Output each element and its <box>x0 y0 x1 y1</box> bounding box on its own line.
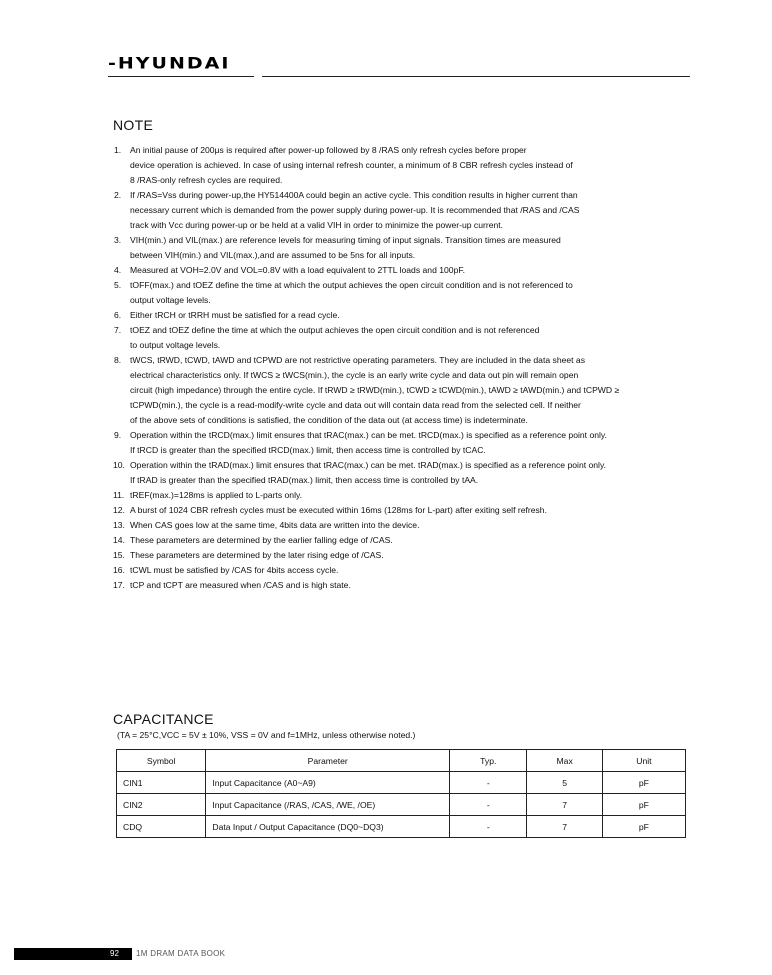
note-list <box>114 143 686 593</box>
note-item <box>114 353 686 428</box>
cell-symbol: CDQ <box>117 816 206 838</box>
note-text-line: tCWL must be satisfied by /CAS for 4bits access cycle. <box>130 565 339 575</box>
cell-typ: - <box>450 816 527 838</box>
note-text-line: VIH(min.) and VIL(max.) are reference levels for measuring timing of input signals. Transition times are measured <box>130 235 561 245</box>
note-text-line: tCPWD(min.), the cycle is a read-modify-write cycle and data out will contain data read from the selected cell. If neither <box>130 400 581 410</box>
note-text-line: Operation within the tRAD(max.) limit ensures that tRAC(max.) can be met. tRAD(max.) is specified as a reference point only. <box>130 460 607 470</box>
note-title: NOTE <box>113 117 154 133</box>
note-number: 5. <box>114 280 122 290</box>
note-number: 1. <box>114 145 122 155</box>
cell-max: 7 <box>527 816 602 838</box>
note-text-line: These parameters are determined by the later rising edge of /CAS. <box>130 550 384 560</box>
note-number: 7. <box>114 325 122 335</box>
note-text-line: device operation is achieved. In case of using internal refresh counter, a minimum of 8 CBR refresh cycles instead of <box>130 160 573 170</box>
note-number: 17. <box>113 580 125 590</box>
note-text-line: tOEZ and tOEZ define the time at which the output achieves the open circuit condition and is not referenced <box>130 325 540 335</box>
note-text-line: These parameters are determined by the earlier falling edge of /CAS. <box>130 535 393 545</box>
table-row <box>117 794 686 816</box>
note-number: 6. <box>114 310 122 320</box>
note-text-line: Operation within the tRCD(max.) limit ensures that tRAC(max.) can be met. tRCD(max.) is specified as a reference point only. <box>130 430 607 440</box>
note-text-line: tCP and tCPT are measured when /CAS and is high state. <box>130 580 351 590</box>
cell-parameter: Data Input / Output Capacitance (DQ0~DQ3) <box>206 816 450 838</box>
cell-max: 5 <box>527 772 602 794</box>
table-row <box>117 816 686 838</box>
note-number: 10. <box>113 460 125 470</box>
cell-typ: - <box>450 772 527 794</box>
header-rule-left <box>108 76 254 77</box>
cell-unit: pF <box>602 816 685 838</box>
note-number: 11. <box>113 490 125 500</box>
note-item <box>114 428 686 458</box>
note-number: 3. <box>114 235 122 245</box>
header-parameter: Parameter <box>206 750 450 772</box>
page-number: 92 <box>110 949 119 958</box>
note-item <box>114 503 686 518</box>
note-text-line: circuit (high impedance) through the entire cycle. If tRWD ≥ tRWD(min.), tCWD ≥ tCWD(min.), tAWD ≥ tAWD(min.) and tCPWD ≥ <box>130 385 620 395</box>
note-item <box>114 518 686 533</box>
note-text-line: electrical characteristics only. If tWCS ≥ tWCS(min.), the cycle is an early write cycle and data out pin will remain open <box>130 370 579 380</box>
cell-symbol: CIN2 <box>117 794 206 816</box>
note-item <box>114 563 686 578</box>
note-text-line: If /RAS=Vss during power-up,the HY514400A could begin an active cycle. This condition results in higher current than <box>130 190 578 200</box>
note-text-line: of the above sets of conditions is satisfied, the condition of the data out (at access time) is indeterminate. <box>130 415 528 425</box>
header-typ: Typ. <box>450 750 527 772</box>
note-text-line: tOFF(max.) and tOEZ define the time at which the output achieves the open circuit condition and is not referenced to <box>130 280 573 290</box>
note-item <box>114 578 686 593</box>
note-text-line: A burst of 1024 CBR refresh cycles must be executed within 16ms (128ms for L-part) after exiting self refresh. <box>130 505 547 515</box>
note-number: 14. <box>113 535 125 545</box>
note-text-line: between VIH(min.) and VIL(max.),and are assumed to be 5ns for all inputs. <box>130 250 416 260</box>
cell-typ: - <box>450 794 527 816</box>
note-text-line: tREF(max.)=128ms is applied to L-parts only. <box>130 490 303 500</box>
note-number: 13. <box>113 520 125 530</box>
note-item <box>114 323 686 353</box>
note-item <box>114 188 686 233</box>
footer-title: 1M DRAM DATA BOOK <box>136 949 226 958</box>
note-item <box>114 233 686 263</box>
note-text-line: Either tRCH or tRRH must be satisfied for a read cycle. <box>130 310 340 320</box>
note-item <box>114 278 686 308</box>
note-text-line: to output voltage levels. <box>130 340 221 350</box>
cell-max: 7 <box>527 794 602 816</box>
hyundai-logo: -HYUNDAI <box>108 54 231 73</box>
note-item <box>114 308 686 323</box>
note-item <box>114 143 686 188</box>
header-symbol: Symbol <box>117 750 206 772</box>
note-text-line: Measured at VOH=2.0V and VOL=0.8V with a load equivalent to 2TTL loads and 100pF. <box>130 265 466 275</box>
note-text-line: If tRCD is greater than the specified tRCD(max.) limit, then access time is controlled by tCAC. <box>130 445 486 455</box>
capacitance-title: CAPACITANCE <box>113 711 214 727</box>
note-number: 2. <box>114 190 122 200</box>
note-number: 16. <box>113 565 125 575</box>
cell-parameter: Input Capacitance (/RAS, /CAS, /WE, /OE) <box>206 794 450 816</box>
note-item <box>114 263 686 278</box>
note-text-line: 8 /RAS-only refresh cycles are required. <box>130 175 283 185</box>
capacitance-conditions: (TA = 25°C,VCC = 5V ± 10%, VSS = 0V and f=1MHz, unless otherwise noted.) <box>117 730 416 740</box>
note-text-line: If tRAD is greater than the specified tRAD(max.) limit, then access time is controlled by tAA. <box>130 475 479 485</box>
note-number: 12. <box>113 505 125 515</box>
header-max: Max <box>527 750 602 772</box>
table-row <box>117 772 686 794</box>
header-rule-right <box>262 76 690 77</box>
note-text-line: necessary current which is demanded from the power supply during power-up. It is recommended that /RAS and /CAS <box>130 205 580 215</box>
header-unit: Unit <box>602 750 685 772</box>
note-text-line: output voltage levels. <box>130 295 211 305</box>
note-item <box>114 488 686 503</box>
cell-parameter: Input Capacitance (A0~A9) <box>206 772 450 794</box>
note-text-line: An initial pause of 200μs is required after power-up followed by 8 /RAS only refresh cycles before proper <box>130 145 527 155</box>
note-text-line: track with Vcc during power-up or be held at a valid VIH in order to minimize the power-up current. <box>130 220 504 230</box>
capacitance-table <box>116 749 686 838</box>
note-item <box>114 458 686 488</box>
note-text-line: tWCS, tRWD, tCWD, tAWD and tCPWD are not restrictive operating parameters. They are included in the data sheet as <box>130 355 586 365</box>
note-number: 8. <box>114 355 122 365</box>
note-number: 4. <box>114 265 122 275</box>
note-number: 9. <box>114 430 122 440</box>
note-item <box>114 533 686 548</box>
table-header-row <box>117 750 686 772</box>
cell-symbol: CIN1 <box>117 772 206 794</box>
cell-unit: pF <box>602 772 685 794</box>
note-number: 15. <box>113 550 125 560</box>
note-item <box>114 548 686 563</box>
cell-unit: pF <box>602 794 685 816</box>
note-text-line: When CAS goes low at the same time, 4bits data are written into the device. <box>130 520 420 530</box>
